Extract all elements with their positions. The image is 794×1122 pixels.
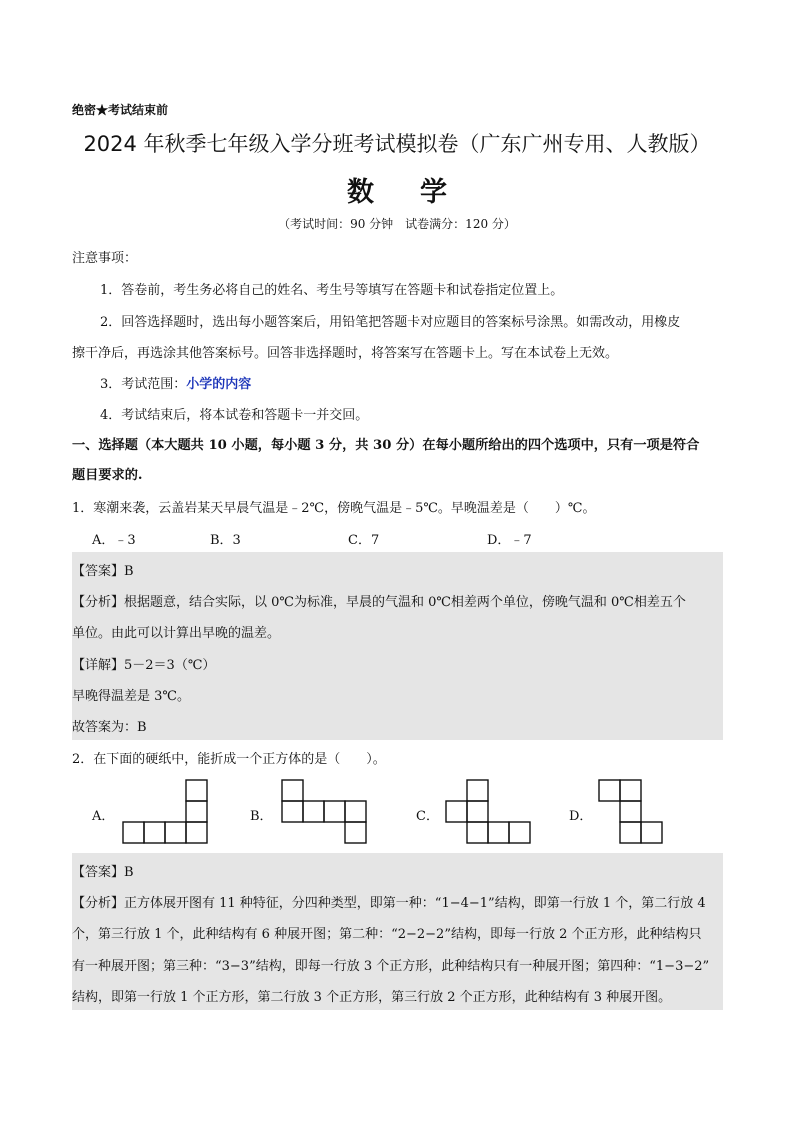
subject-title: 数学 <box>347 177 493 208</box>
q1-option-c: C．7 <box>348 533 380 548</box>
exam-time-info: （考试时间：90 分钟 试卷满分：120 分） <box>278 217 516 231</box>
q1-option-a: A．﹣3 <box>92 533 136 548</box>
cube-net-a <box>123 780 207 843</box>
cube-net-d <box>599 780 662 843</box>
exam-scope: 小学的内容 <box>186 377 252 392</box>
q2-analysis-line1: 【分析】正方体展开图有 11 种特征，分四种类型，即第一种：“1−4−1”结构，即第一行放 1 个，第二行放 4 <box>72 896 706 911</box>
q2-analysis-line2: 个，第三行放 1 个，此种结构有 6 种展开图；第二种：“2−2−2”结构，即每一行放 2 个正方形，此种结构只 <box>72 927 702 942</box>
q1-analysis-line2: 单位。由此可以计算出早晚的温差。 <box>72 626 281 641</box>
exam-title: 2024 年秋季七年级入学分班考试模拟卷（广东广州专用、人教版） <box>83 132 711 156</box>
q2-option-b-label: B． <box>250 809 273 824</box>
q1-answer: 【答案】B <box>72 564 134 579</box>
cube-net-b <box>282 780 366 843</box>
q1-detail-line2: 早晚得温差是 3℃。 <box>72 689 190 704</box>
q1-option-b: B．3 <box>210 533 241 548</box>
confidential-mark: 绝密★考试结束前 <box>72 103 169 117</box>
question-1-stem: 1．寒潮来袭，云盖岩某天早晨气温是﹣2℃，傍晚气温是﹣5℃。早晚温差是（ ）℃。 <box>72 501 596 516</box>
section-1-heading-cont: 题目要求的. <box>72 468 143 483</box>
cube-net-c <box>446 780 530 843</box>
q2-option-c-label: C． <box>416 809 439 824</box>
q2-option-a-label: A． <box>92 809 115 824</box>
q2-analysis-line4: 结构，即第一行放 1 个正方形，第二行放 3 个正方形，第三行放 2 个正方形，此种结构有 3 种展开图。 <box>72 990 672 1005</box>
q1-conclusion: 故答案为：B <box>72 720 147 735</box>
q1-analysis-line1: 【分析】根据题意，结合实际，以 0℃为标准，早晨的气温和 0℃相差两个单位，傍晚气温和 0℃相差五个 <box>72 595 686 610</box>
question-2-stem: 2．在下面的硬纸中，能折成一个正方体的是（ ）。 <box>72 752 386 767</box>
notes-heading: 注意事项： <box>72 251 138 266</box>
q2-option-d-label: D． <box>569 809 593 824</box>
note-1: 1．答卷前，考生务必将自己的姓名、考生号等填写在答题卡和试卷指定位置上。 <box>100 283 564 298</box>
note-3-prefix: 3．考试范围： <box>100 377 187 392</box>
q2-analysis-line3: 有一种展开图；第三种：“3−3”结构，即每一行放 3 个正方形，此种结构只有一种展开图；第四种：“1−3−2” <box>72 959 710 974</box>
q1-detail: 【详解】5－2＝3（℃） <box>72 658 216 673</box>
q2-answer: 【答案】B <box>72 865 134 880</box>
note-2-line2: 擦干净后，再选涂其他答案标号。回答非选择题时，将答案写在答题卡上。写在本试卷上无效。 <box>72 346 619 361</box>
q1-option-d: D．﹣7 <box>487 533 532 548</box>
section-1-heading: 一、选择题（本大题共 10 小题，每小题 3 分，共 30 分）在每小题所给出的四个选项中，只有一项是符合 <box>72 438 700 453</box>
note-4: 4．考试结束后，将本试卷和答题卡一并交回。 <box>100 408 369 423</box>
note-2-line1: 2．回答选择题时，选出每小题答案后，用铅笔把答题卡对应题目的答案标号涂黑。如需改动，用橡皮 <box>100 315 681 330</box>
